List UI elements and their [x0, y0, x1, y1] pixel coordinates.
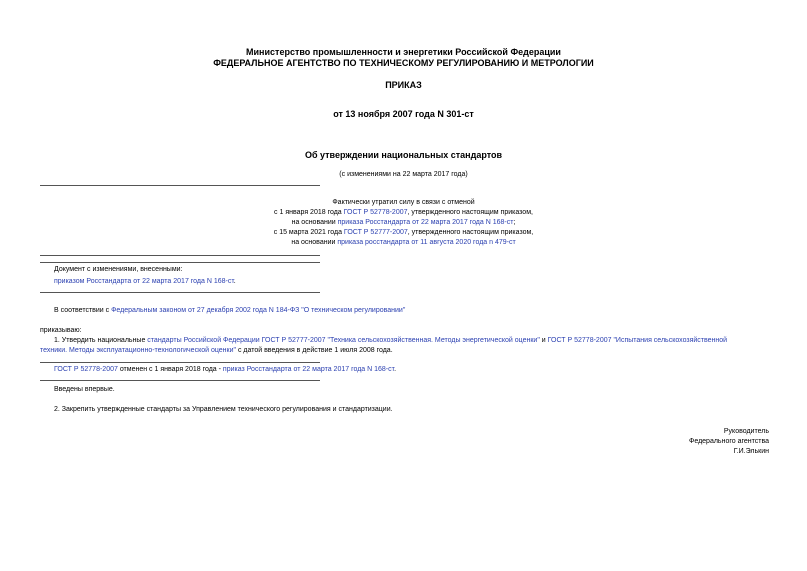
item2-paragraph: 2. Закрепить утвержденные стандарты за Управлением технического регулирования и стандартизации.	[54, 406, 393, 413]
federal-law-184-link[interactable]: Федеральным законом от 27 декабря 2002 года N 184-ФЗ "О техническом регулировании"	[111, 307, 406, 314]
validity-note-text: ;	[513, 219, 516, 226]
divider	[40, 362, 320, 363]
basis-text: В соответствии с	[54, 307, 112, 314]
item1-line1	[54, 336, 769, 346]
order-168-cancel-link[interactable]: приказ Росстандарта от 22 марта 2017 года N 168-ст	[222, 366, 395, 373]
amendments-note: (с изменениями на 22 марта 2017 года)	[339, 171, 468, 178]
order-word: приказываю:	[40, 327, 82, 334]
validity-note-line1: Фактически утратил силу в связи с отменой	[332, 199, 475, 206]
item1-line2	[40, 346, 393, 356]
divider	[40, 292, 320, 293]
gost-52777-standard-link[interactable]: стандарты Российской Федерации ГОСТ Р 52777-2007 "Техника сельскохозяйственная. Методы энергетической оценки"	[147, 337, 540, 344]
cancel-text: .	[394, 366, 397, 373]
order-date-number: от 13 ноября 2007 года N 301-ст	[333, 109, 474, 119]
ministry-name: Министерство промышленности и энергетики Российской Федерации	[246, 47, 561, 57]
validity-note-text: на основании	[291, 219, 338, 226]
divider	[40, 185, 320, 186]
changes-doc-post: .	[233, 278, 236, 285]
introduced-note: Введены впервые.	[54, 386, 115, 393]
gost-52777-link[interactable]: ГОСТ Р 52777-2007	[343, 229, 408, 236]
changes-doc-label: Документ с изменениями, внесенными:	[54, 266, 183, 273]
gost-52778-cancel-link[interactable]: ГОСТ Р 52778-2007	[54, 366, 118, 373]
item1-text: 1. Утвердить национальные	[54, 337, 148, 344]
agency-name: ФЕДЕРАЛЬНОЕ АГЕНТСТВО ПО ТЕХНИЧЕСКОМУ РЕГУЛИРОВАНИЮ И МЕТРОЛОГИИ	[213, 58, 594, 68]
document-title: Об утверждении национальных стандартов	[304, 150, 503, 160]
item1-text: с датой введения в действие 1 июля 2008 года.	[236, 347, 393, 354]
divider	[40, 380, 320, 381]
basis-paragraph	[54, 306, 405, 316]
divider	[40, 262, 320, 263]
validity-note-text: , утвержденного настоящим приказом,	[407, 209, 533, 216]
validity-note-line2	[0, 208, 807, 218]
gost-52778-standard-link[interactable]: ГОСТ Р 52778-2007 "Испытания сельскохозяйственной	[547, 337, 728, 344]
order-479-link[interactable]: приказа росстандарта от 11 августа 2020 года n 479-ст	[337, 239, 516, 246]
item1-text: и	[539, 337, 548, 344]
validity-note-line4	[0, 228, 807, 238]
validity-note-line5	[0, 238, 807, 248]
validity-note-text: с 15 марта 2021 года	[273, 229, 344, 236]
validity-note-text: на основании	[291, 239, 338, 246]
signature-agency: Федерального агентства	[689, 438, 769, 445]
changes-doc-line	[54, 277, 236, 287]
gost-52778-standard-link-cont[interactable]: техники. Методы эксплуатационно-технологической оценки"	[40, 347, 236, 354]
order-168-link[interactable]: приказа Росстандарта от 22 марта 2017 года N 168-ст	[337, 219, 514, 226]
validity-note-line3	[0, 218, 807, 228]
validity-note-text: , утвержденного настоящим приказом,	[407, 229, 534, 236]
gost-52778-link[interactable]: ГОСТ Р 52778-2007	[343, 209, 408, 216]
document-type: ПРИКАЗ	[385, 80, 422, 90]
changes-order-168-link[interactable]: приказом Росстандарта от 22 марта 2017 года N 168-ст	[54, 278, 234, 285]
signature-position: Руководитель	[723, 428, 769, 435]
validity-note-text: с 1 января 2018 года	[274, 209, 344, 216]
cancel-note	[54, 365, 396, 375]
signature-name: Г.И.Элькин	[733, 448, 769, 455]
cancel-text: отменен с 1 января 2018 года -	[117, 366, 223, 373]
divider	[40, 255, 320, 256]
